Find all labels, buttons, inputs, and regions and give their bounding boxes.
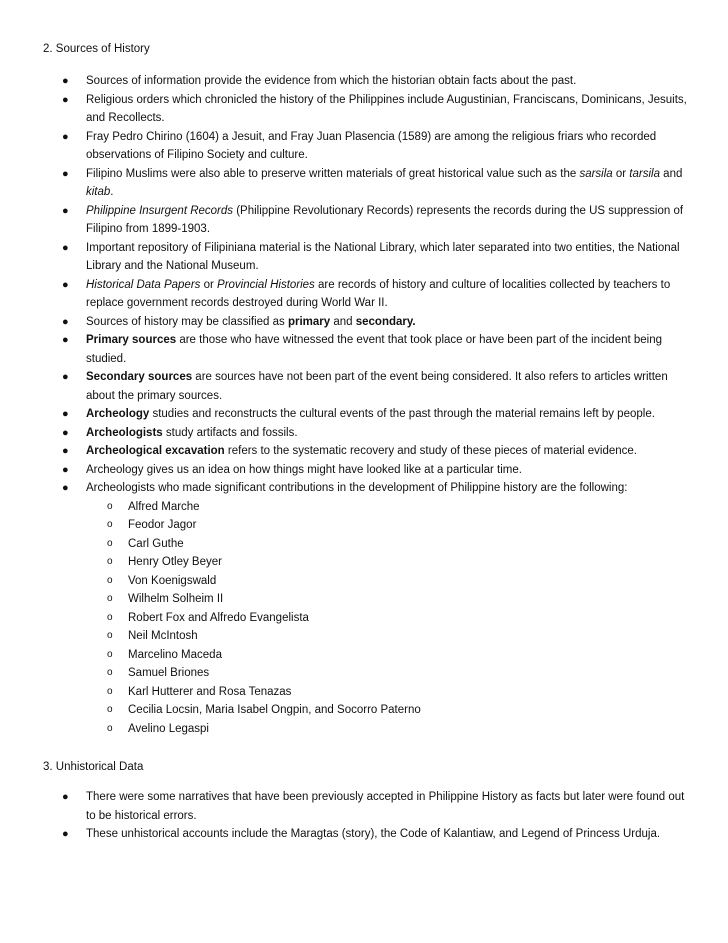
archeologist-name: Cecilia Locsin, Maria Isabel Ongpin, and Socorro Paterno	[128, 704, 421, 716]
text-run: Sources of history may be classified as	[86, 315, 288, 328]
archeologist-name: Robert Fox and Alfredo Evangelista	[128, 611, 309, 624]
archeologist-name: Neil McIntosh	[128, 630, 198, 642]
text-run: or	[200, 278, 218, 291]
archeologist-name: Karl Hutterer and Rosa Tenazas	[128, 685, 292, 698]
bullet-icon: ●	[62, 408, 69, 420]
archeologist-item	[86, 609, 691, 628]
text-run: or	[612, 167, 630, 180]
list-item	[0, 91, 691, 128]
section-2-heading: 2. Sources of History	[43, 43, 150, 55]
section-3-heading: 3. Unhistorical Data	[43, 761, 144, 773]
text-run: .	[110, 186, 114, 198]
archeologist-name: Samuel Briones	[128, 667, 210, 679]
text-run: Filipino Muslims were also able to preserve written materials of great historical value such as the	[86, 167, 580, 180]
circle-bullet-icon: o	[107, 722, 113, 734]
list-item	[0, 165, 691, 202]
bold-term: Archeologists	[86, 426, 163, 439]
italic-term: tarsila	[629, 167, 660, 180]
bullet-icon: ●	[62, 93, 69, 106]
list-item	[0, 313, 691, 332]
bullet-icon: ●	[62, 75, 69, 87]
circle-bullet-icon: o	[107, 611, 113, 623]
list-item	[0, 424, 691, 443]
text-run: Fray Pedro Chirino (1604) a Jesuit, and Fray Juan Plasencia (1589) are among the religious friars who recorded observations of Filipino Society and culture.	[86, 130, 657, 161]
bullet-icon: ●	[62, 371, 69, 383]
bullet-icon: ●	[62, 334, 69, 346]
italic-term: sarsila	[579, 167, 613, 180]
archeologists-list	[86, 498, 691, 739]
text-run: are sources have not been part of the event being considered. It also refers to articles written about the primary sources.	[86, 371, 668, 402]
text-run: Archeologists who made significant contributions in the development of Philippine history are the following:	[86, 482, 628, 494]
text-run: study artifacts and fossils.	[162, 426, 298, 439]
archeologist-name: Carl Guthe	[128, 537, 184, 550]
italic-term: Philippine Insurgent Records	[86, 204, 234, 217]
bullet-icon: ●	[62, 204, 69, 217]
archeologist-name: Von Koenigswald	[128, 574, 217, 587]
bullet-icon: ●	[62, 426, 69, 439]
bold-term: Archeological excavation	[86, 445, 225, 457]
bullet-icon: ●	[62, 241, 69, 254]
bullet-icon: ●	[62, 167, 69, 180]
bold-term: primary	[287, 315, 331, 328]
list-item	[0, 788, 691, 825]
circle-bullet-icon: o	[107, 537, 113, 549]
archeologist-item	[86, 572, 691, 591]
italic-term: kitab	[86, 186, 111, 198]
circle-bullet-icon: o	[107, 667, 113, 678]
archeologist-name: Feodor Jagor	[128, 519, 197, 531]
list-item	[0, 331, 691, 368]
circle-bullet-icon: o	[107, 593, 113, 604]
text-run: refers to the systematic recovery and study of these pieces of material evidence.	[224, 445, 637, 457]
circle-bullet-icon: o	[107, 704, 113, 715]
archeologist-item	[86, 720, 691, 739]
bold-term: Secondary sources	[86, 371, 193, 383]
text-run: Sources of information provide the evidence from which the historian obtain facts about the past.	[86, 75, 577, 87]
list-item	[0, 825, 691, 844]
circle-bullet-icon: o	[107, 500, 113, 512]
archeologist-name: Wilhelm Solheim II	[128, 593, 224, 605]
archeologist-item	[86, 683, 691, 702]
list-item	[0, 202, 691, 239]
bullet-icon: ●	[62, 463, 69, 476]
text-run: are records of history and culture of localities collected by teachers to replace government records destroyed during World War II.	[86, 278, 671, 309]
bullet-icon: ●	[62, 315, 69, 328]
archeologist-name: Avelino Legaspi	[128, 722, 209, 735]
text-run: (Philippine Revolutionary Records) represents the records during the US suppression of Filipino from 1899-1903.	[86, 204, 684, 235]
bold-term: Primary sources	[86, 334, 177, 346]
list-item	[0, 72, 691, 91]
archeologist-item	[86, 664, 691, 683]
text-run: studies and reconstructs the cultural events of the past through the material remains left by people.	[149, 408, 655, 420]
bullet-icon: ●	[62, 278, 69, 291]
circle-bullet-icon: o	[107, 685, 113, 697]
archeologist-name: Alfred Marche	[128, 500, 200, 513]
archeologist-item	[86, 553, 691, 572]
archeologist-name: Marcelino Maceda	[128, 648, 222, 661]
list-item	[0, 239, 691, 276]
text-run: and	[330, 315, 356, 328]
archeologist-item	[86, 516, 691, 535]
list-item	[0, 479, 691, 738]
bullet-icon: ●	[62, 791, 69, 803]
list-item	[0, 276, 691, 313]
circle-bullet-icon: o	[107, 630, 113, 641]
circle-bullet-icon: o	[107, 574, 113, 586]
bullet-icon: ●	[62, 828, 69, 840]
bullet-icon: ●	[62, 445, 69, 457]
list-item	[0, 442, 691, 461]
archeologist-item	[86, 646, 691, 665]
unhistorical-data-list	[0, 788, 728, 844]
list-item	[0, 368, 691, 405]
text-run: Archeology gives us an idea on how things might have looked like at a particular time.	[86, 463, 522, 476]
circle-bullet-icon: o	[107, 519, 113, 530]
text-run: These unhistorical accounts include the Maragtas (story), the Code of Kalantiaw, and Legend of Princess Urduja.	[86, 828, 661, 840]
list-item	[0, 405, 691, 424]
text-run: Important repository of Filipiniana material is the National Library, which later separated into two entities, the National Library and the National Museum.	[86, 241, 680, 272]
sources-of-history-list	[0, 72, 728, 738]
text-run: Religious orders which chronicled the history of the Philippines include Augustinian, Franciscans, Dominicans, Jesuits, and Recollects.	[86, 93, 687, 124]
text-run: and	[659, 167, 683, 180]
bold-term: Archeology	[86, 408, 150, 420]
bullet-icon: ●	[62, 130, 69, 143]
list-item	[0, 461, 691, 480]
archeologist-item	[86, 590, 691, 609]
circle-bullet-icon: o	[107, 648, 113, 660]
archeologist-item	[86, 627, 691, 646]
bullet-icon: ●	[62, 482, 69, 494]
archeologist-item	[86, 498, 691, 517]
italic-term: Historical Data Papers	[86, 278, 201, 291]
italic-term: Provincial Histories	[217, 278, 315, 291]
archeologist-item	[86, 701, 691, 720]
list-item	[0, 128, 691, 165]
archeologist-item	[86, 535, 691, 554]
circle-bullet-icon: o	[107, 556, 113, 567]
text-run: are those who have witnessed the event that took place or have been part of the incident being studied.	[86, 334, 663, 365]
text-run: There were some narratives that have been previously accepted in Philippine History as facts but later were found out to be historical errors.	[86, 791, 685, 822]
bold-term: secondary.	[355, 315, 416, 328]
archeologist-name: Henry Otley Beyer	[128, 556, 222, 568]
